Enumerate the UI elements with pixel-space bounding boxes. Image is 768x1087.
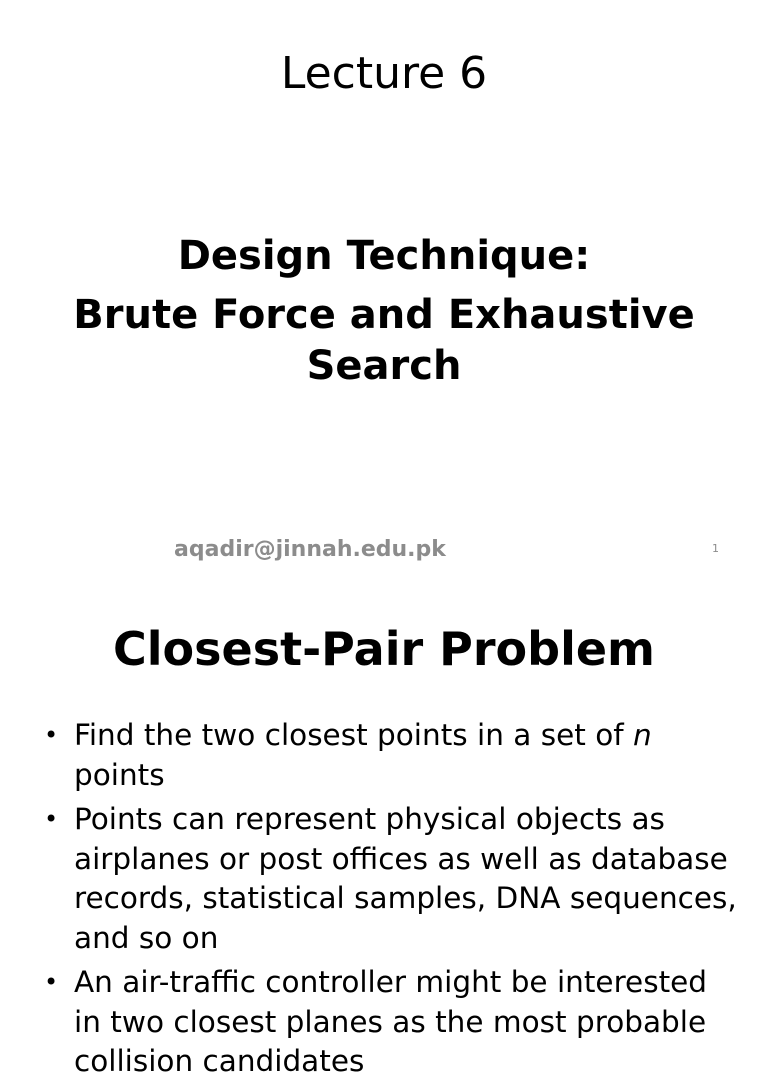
- bullet-text: Find the two closest points in a set of: [74, 718, 634, 752]
- slide-2: [0, 580, 768, 1078]
- lecture-title: Lecture 6: [280, 48, 488, 99]
- bullet-dot: •: [44, 968, 59, 996]
- slide-title: Closest-Pair Problem: [113, 622, 655, 676]
- bullet-dot: •: [44, 805, 59, 833]
- bullet-dot: •: [44, 721, 59, 749]
- list-item: [0, 800, 768, 958]
- subtitle-line-1: Design Technique:: [177, 233, 591, 279]
- list-item: [0, 963, 768, 1082]
- subtitle-line-2: Brute Force and Exhaustive Search: [73, 292, 695, 389]
- bullet-list: [0, 716, 768, 1087]
- bullet-text: An air-traffic controller might be interested in two closest planes as the most probable collision candidates: [74, 965, 708, 1078]
- list-item: [0, 716, 768, 795]
- footer-email: aqadir@jinnah.edu.pk: [174, 537, 446, 562]
- bullet-text: Points can represent physical objects as airplanes or post offices as well as database records, statistical samples, DNA sequences, and so on: [74, 802, 737, 955]
- slide-number: 1: [712, 542, 719, 555]
- bullet-variable: n: [633, 718, 652, 752]
- bullet-text: points: [74, 757, 165, 792]
- lecture-subtitle: [0, 228, 768, 392]
